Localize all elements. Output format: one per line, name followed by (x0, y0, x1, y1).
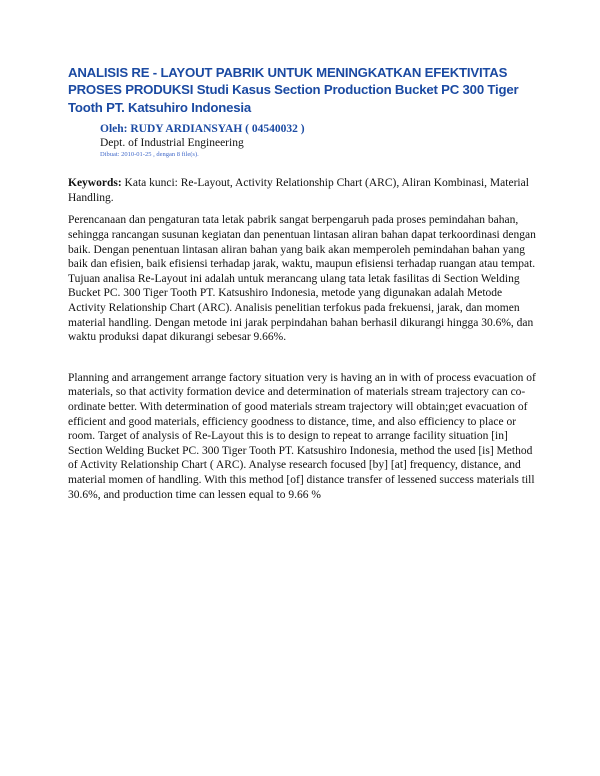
keywords-text: Kata kunci: Re-Layout, Activity Relationship Chart (ARC), Aliran Kombinasi, Material Handling. (68, 177, 529, 204)
document-content (68, 64, 542, 502)
created-date-line: Dibuat: 2010-01-25 , dengan 8 file(s). (100, 151, 199, 159)
keywords-paragraph (68, 176, 542, 205)
byline-block (100, 122, 542, 159)
abstract-indonesian: Perencanaan dan pengaturan tata letak pabrik sangat berpengaruh pada proses pemindahan bahan, sehingga rancangan susunan kegiatan dan penentuan lintasan aliran bahan dapat terkoordinasi dengan baik. Dengan penentuan lintasan aliran bahan yang baik akan memperoleh pemindahan bahan yang baik dan efisien, baik efisiensi terhadap jarak, waktu, maupun efisiensi terhadap ruangan atau tempat. Tujuan analisa Re-Layout ini adalah untuk merancang ulang tata letak fasilitas di Section Welding Bucket PC. 300 Tiger Tooth PT. Katsushiro Indonesia, metode yang digunakan adalah Metode Activity Relationship Chart (ARC). Analisis penelitian terfokus pada frekuensi, jarak, dan momen material handling. Dengan metode ini jarak perpindahan bahan berhasil dikurangi hingga 30.6%, dan waktu produksi dapat dikurangi sebesar 9.66%. (68, 214, 536, 344)
abstract-english: Planning and arrangement arrange factory situation very is having an in with of process evacuation of materials, so that activity formation device and determination of materials stream trajectory can co-ordinate better. With determination of good materials stream trajectory will obtain;get evacuation of efficient and good materials, efficiency goodness to distance, time, and also efficiency to place or room. Target of analysis of Re-Layout this is to design to repeat to arrange facility situation [in] Section Welding Bucket PC. 300 Tiger Tooth PT. Katsushiro Indonesia, method the used [is] Method of Activity Relationship Chart ( ARC). Analyse research focused [by] [at] frequency, distance, and material momen of handling. With this method [of] distance transfer of lessened success materials till 30.6%, and production time can lessen equal to 9.66 % (68, 371, 536, 501)
document-title: ANALISIS RE - LAYOUT PABRIK UNTUK MENINGKATKAN EFEKTIVITAS PROSES PRODUKSI Studi Kasus Section Production Bucket PC 300 Tiger Tooth PT. Katsuhiro Indonesia (68, 65, 519, 115)
keywords-label: Keywords: (68, 177, 122, 190)
author-line: Oleh: RUDY ARDIANSYAH ( 04540032 ) (100, 123, 305, 136)
department-line: Dept. of Industrial Engineering (100, 137, 244, 150)
